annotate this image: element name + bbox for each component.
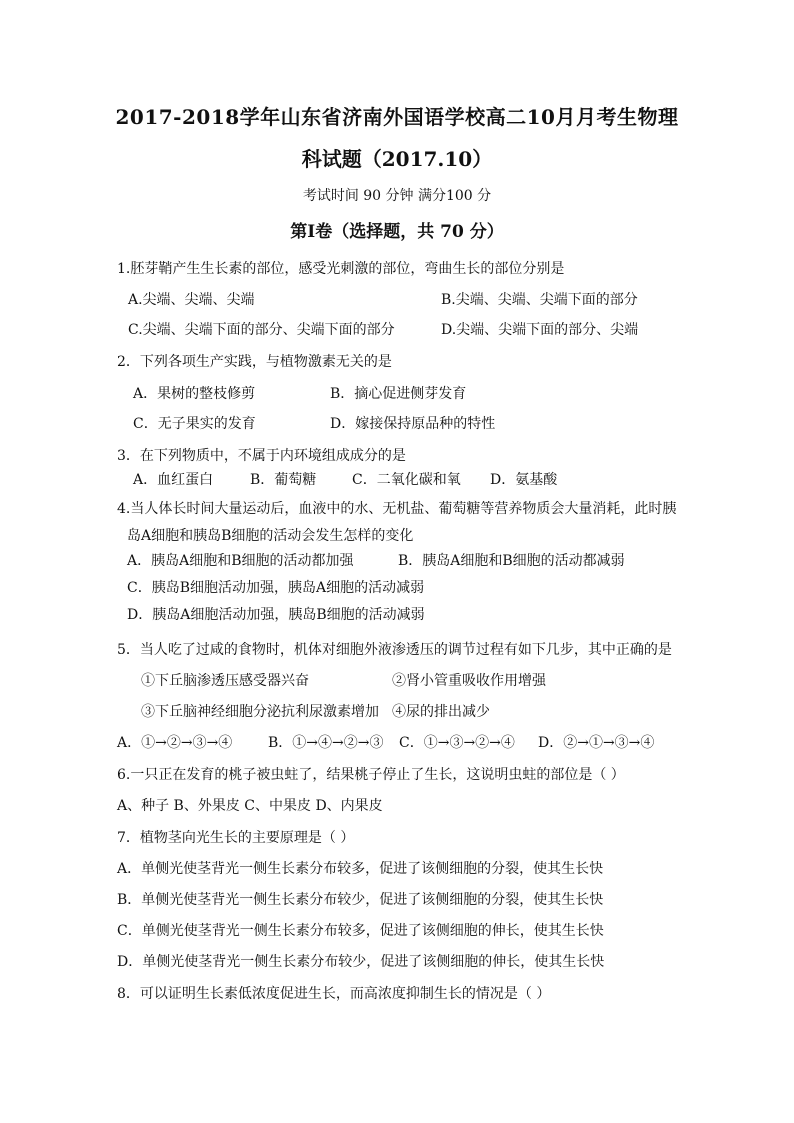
q7-stem: 7．植物茎向光生长的主要原理是（ ） (117, 830, 355, 846)
q2-option-a: A．果树的整枝修剪 (133, 386, 256, 402)
q3-option-c: C．二氧化碳和氧 (352, 472, 461, 488)
q1-stem: 1.胚芽鞘产生生长素的部位，感受光刺激的部位，弯曲生长的部位分别是 (117, 261, 565, 277)
q5-option-b: B．①→④→②→③ (268, 735, 384, 751)
q8-stem: 8．可以证明生长素低浓度促进生长，而高浓度抑制生长的情况是（ ） (117, 986, 551, 1002)
q4-option-b: B．胰岛A细胞和B细胞的活动都减弱 (398, 553, 625, 569)
q5-option-c: C．①→③→②→④ (399, 735, 515, 751)
q5-step-3: ③下丘脑神经细胞分泌抗利尿激素增加 (141, 704, 379, 720)
q7-option-d: D．单侧光使茎背光一侧生长素分布较少，促进了该侧细胞的伸长，使其生长快 (117, 954, 605, 970)
q3-option-b: B．葡萄糖 (250, 472, 317, 488)
section-heading: 第Ⅰ卷（选择题，共 70 分） (290, 222, 504, 242)
q4-stem-line-2: 岛A细胞和胰岛B细胞的活动会发生怎样的变化 (127, 528, 414, 544)
q4-option-c: C．胰岛B细胞活动加强，胰岛A细胞的活动减弱 (127, 580, 425, 596)
q7-option-c: C．单侧光使茎背光一侧生长素分布较多，促进了该侧细胞的伸长，使其生长快 (117, 923, 604, 939)
exam-info: 考试时间 90 分钟 满分100 分 (302, 188, 492, 204)
q5-option-d: D．②→①→③→④ (538, 735, 655, 751)
q5-step-2: ②肾小管重吸收作用增强 (392, 673, 546, 689)
q1-option-c: C.尖端、尖端下面的部分、尖端下面的部分 (128, 322, 395, 338)
q6-stem: 6.一只正在发育的桃子被虫蛀了，结果桃子停止了生长，这说明虫蛀的部位是（ ） (117, 767, 625, 783)
title-line-1: 2017-2018学年山东省济南外国语学校高二10月月考生物理 (115, 105, 679, 129)
q4-option-a: A．胰岛A细胞和B细胞的活动都加强 (127, 553, 354, 569)
q4-option-d: D．胰岛A细胞活动加强，胰岛B细胞的活动减弱 (127, 607, 425, 623)
q1-option-a: A.尖端、尖端、尖端 (128, 292, 255, 308)
q4-stem-line-1: 4.当人体长时间大量运动后，血液中的水、无机盐、葡萄糖等营养物质会大量消耗，此时胰 (117, 501, 677, 517)
q5-step-4: ④尿的排出减少 (392, 704, 490, 720)
q7-option-a: A．单侧光使茎背光一侧生长素分布较多，促进了该侧细胞的分裂，使其生长快 (117, 861, 604, 877)
q1-option-d: D.尖端、尖端下面的部分、尖端 (441, 322, 639, 338)
q5-option-a: A．①→②→③→④ (117, 735, 233, 751)
q2-option-c: C．无子果实的发育 (133, 416, 256, 432)
q2-option-b: B．摘心促进侧芽发育 (330, 386, 467, 402)
q2-option-d: D．嫁接保持原品种的特性 (330, 416, 496, 432)
q6-options: A、种子 B、外果皮 C、中果皮 D、内果皮 (117, 798, 383, 814)
q5-step-1: ①下丘脑渗透压感受器兴奋 (141, 673, 309, 689)
q5-stem: 5．当人吃了过咸的食物时，机体对细胞外液渗透压的调节过程有如下几步，其中正确的是 (117, 642, 672, 658)
q2-stem: 2．下列各项生产实践，与植物激素无关的是 (117, 354, 392, 370)
title-line-2: 科试题（2017.10） (301, 147, 493, 171)
q3-stem: 3．在下列物质中，不属于内环境组成成分的是 (117, 448, 406, 464)
q3-option-d: D．氨基酸 (490, 472, 558, 488)
q1-option-b: B.尖端、尖端、尖端下面的部分 (441, 292, 638, 308)
q7-option-b: B．单侧光使茎背光一侧生长素分布较少，促进了该侧细胞的分裂，使其生长快 (117, 892, 604, 908)
q3-option-a: A．血红蛋白 (133, 472, 214, 488)
